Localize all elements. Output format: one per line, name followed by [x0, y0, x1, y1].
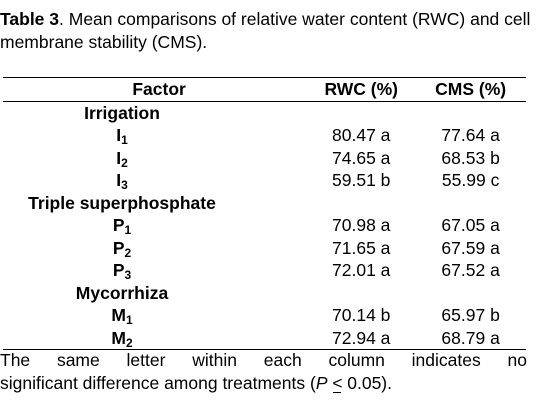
level-name: $P_2$ — [112, 237, 132, 260]
cms-value: 68.79 a — [415, 327, 526, 350]
header-cms: CMS (%) — [415, 78, 526, 102]
rwc-value: 70.98 a — [332, 215, 391, 235]
cms-value: 55.99 c — [441, 170, 500, 190]
level-name: $I_1$ — [116, 125, 128, 147]
cms-value: 77.64 a — [441, 125, 500, 145]
table-header-row — [3, 78, 526, 102]
table-row — [3, 259, 526, 282]
group-label: Triple superphosphate — [28, 192, 216, 213]
rwc-value: 72.01 a — [332, 260, 391, 280]
group-label: Mycorrhiza — [75, 282, 169, 303]
footnote-line-1: The same letter within each column indicates no — [0, 350, 527, 370]
rwc-value: 59.51 b — [332, 170, 391, 190]
rwc-value: 74.65 a — [332, 147, 391, 168]
rwc-value: 70.14 b — [332, 305, 391, 325]
rwc-value: 71.65 a — [332, 237, 391, 258]
less-equal-symbol: < — [332, 373, 343, 393]
level-name: $P_1$ — [112, 215, 132, 237]
table-caption-label: Table 3 — [0, 9, 60, 29]
table-row — [3, 169, 526, 192]
level-name: $M_2$ — [111, 327, 133, 350]
cms-value: 67.52 a — [441, 260, 500, 280]
table-row — [3, 147, 526, 170]
mean-comparison-table — [3, 77, 526, 350]
cms-value: 65.97 b — [441, 305, 500, 325]
table-caption — [0, 8, 545, 54]
cms-value: 67.59 a — [441, 237, 500, 258]
cms-value: 68.53 b — [441, 147, 500, 168]
level-name: $P_3$ — [112, 260, 132, 282]
p-value-symbol: P — [315, 373, 328, 393]
group-row-triple-superphosphate — [3, 192, 526, 215]
table-row — [3, 237, 526, 260]
table-row — [3, 304, 526, 327]
level-name: $I_2$ — [116, 147, 128, 170]
table-footnote — [0, 349, 527, 395]
group-row-irrigation — [3, 101, 526, 124]
level-name: $I_3$ — [116, 170, 128, 192]
table-row — [3, 214, 526, 237]
footnote-line-2: significant difference among treatments (P < 0.05). — [0, 373, 392, 393]
table-row — [3, 124, 526, 147]
header-rwc: RWC (%) — [307, 78, 415, 102]
header-factor: Factor — [3, 78, 307, 102]
group-row-mycorrhiza — [3, 282, 526, 305]
table-row — [3, 327, 526, 350]
table-caption-text: . Mean comparisons of relative water content (RWC) and cell membrane stability (CMS). — [0, 9, 531, 52]
cms-value: 67.05 a — [441, 215, 500, 235]
group-label: Irrigation — [84, 102, 160, 123]
rwc-value: 80.47 a — [332, 125, 391, 145]
rwc-value: 72.94 a — [307, 327, 415, 350]
level-name: $M_1$ — [111, 305, 133, 327]
